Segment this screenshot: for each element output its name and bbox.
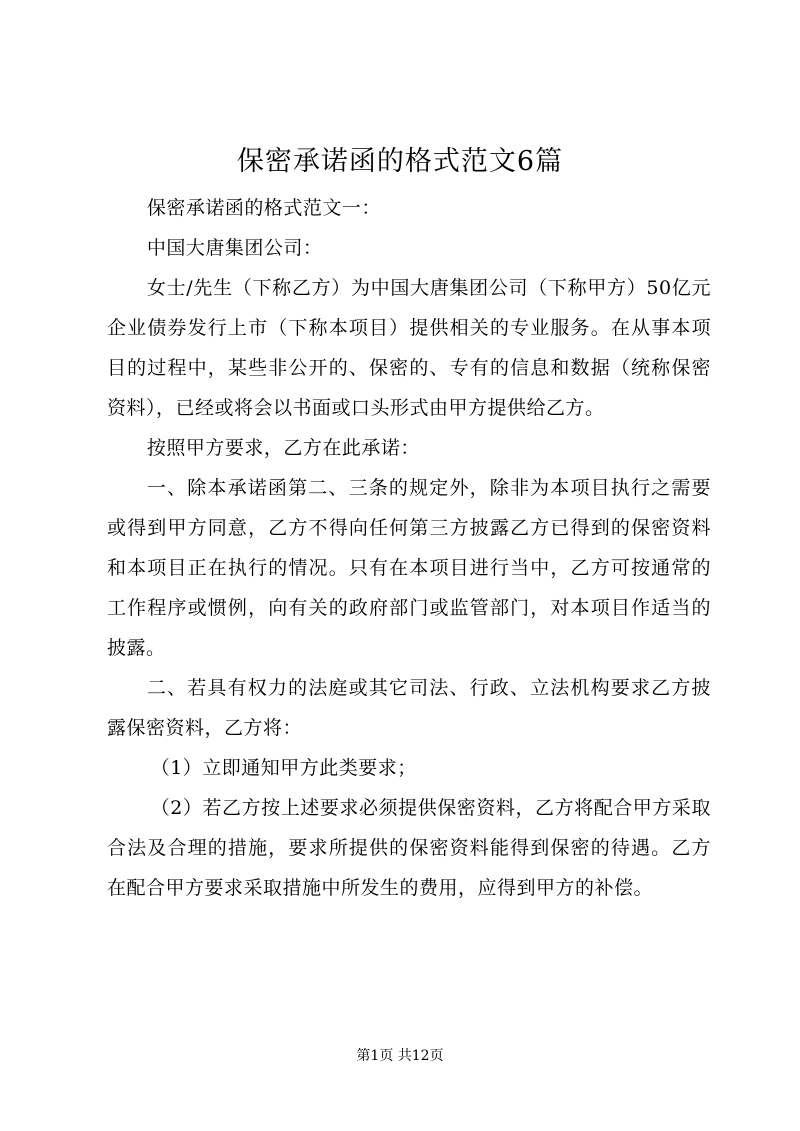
paragraph-addressee: 中国大唐集团公司：	[146, 237, 323, 259]
paragraph-clause-one: 一、除本承诺函第二、三条的规定外，除非为本项目执行之需要或得到甲方同意，乙方不得向任何第三方披露乙方已得到的保密资料和本项目正在执行的情况。只有在本项目进行当中，乙方可按通常的工作程序或惯例，向有关的政府部门或监管部门，对本项目作适当的披露。	[107, 477, 711, 659]
page-number-footer: 第1页 共12页	[356, 1048, 444, 1064]
paragraph-clause-two: 二、若具有权力的法庭或其它司法、行政、立法机构要求乙方披露保密资料，乙方将：	[107, 677, 711, 739]
paragraph-item-one: （1）立即通知甲方此类要求；	[150, 757, 417, 779]
paragraph-section-heading: 保密承诺函的格式范文一：	[146, 197, 381, 219]
document-body	[107, 188, 711, 908]
paragraph-intro: 女士/先生（下称乙方）为中国大唐集团公司（下称甲方）50亿元企业债券发行上市（下称本项目）提供相关的专业服务。在从事本项目的过程中，某些非公开的、保密的、专有的信息和数据（统称保密资料），已经或将会以书面或口头形式由甲方提供给乙方。	[107, 277, 711, 419]
paragraph-commitment-lead: 按照甲方要求，乙方在此承诺：	[146, 437, 420, 459]
paragraph-item-two: （2）若乙方按上述要求必须提供保密资料，乙方将配合甲方采取合法及合理的措施，要求所提供的保密资料能得到保密的待遇。乙方在配合甲方要求采取措施中所发生的费用，应得到甲方的补偿。	[107, 797, 711, 899]
document-title: 保密承诺函的格式范文6篇	[236, 146, 564, 177]
